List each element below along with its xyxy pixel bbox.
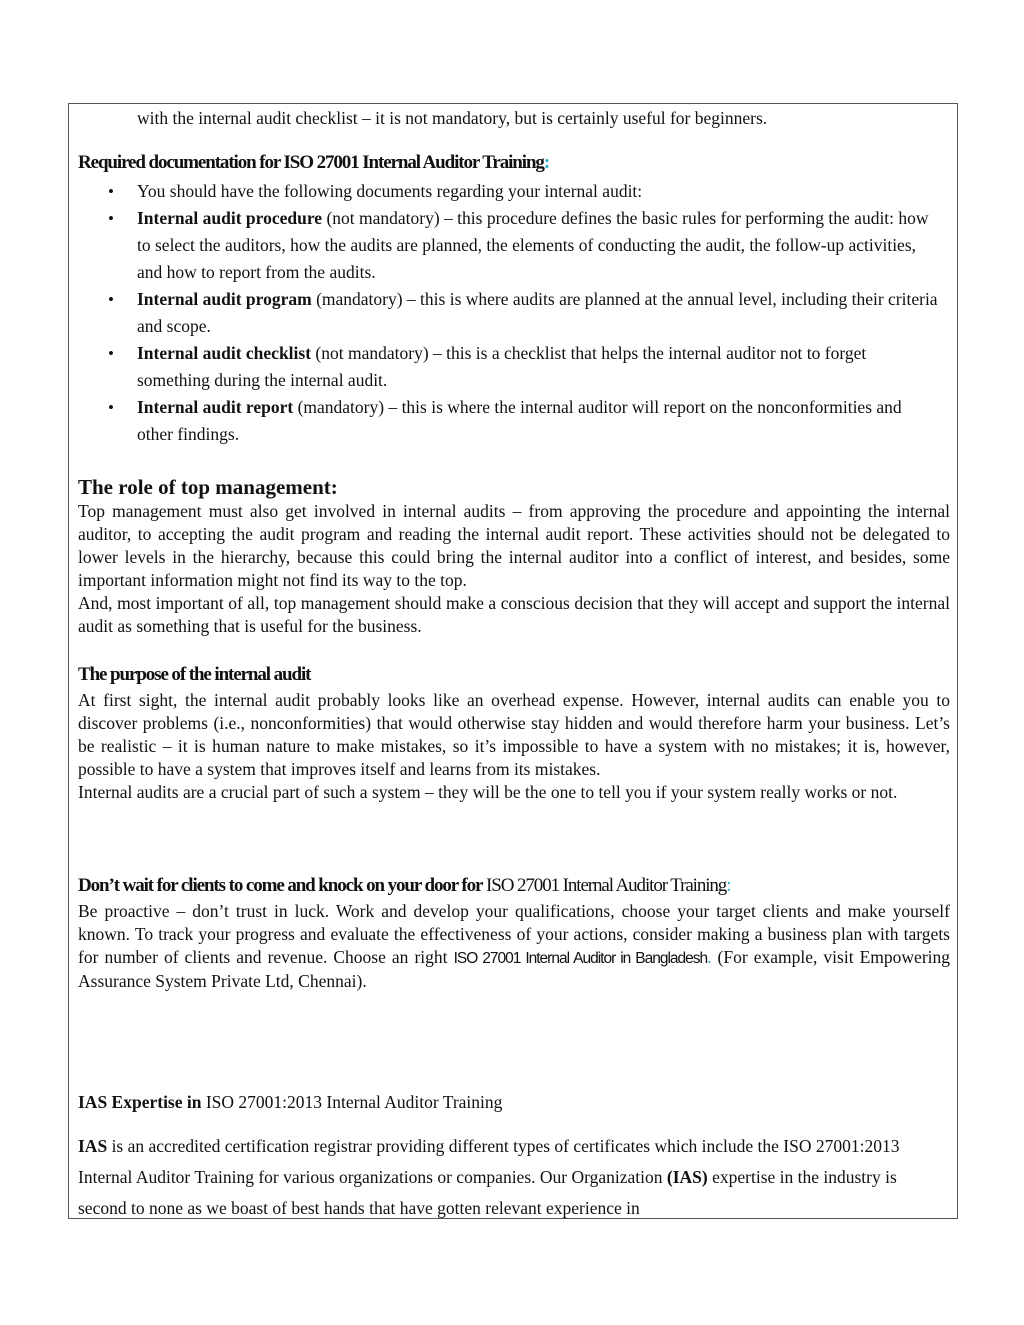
heading-purpose: The purpose of the internal audit <box>78 664 311 685</box>
paragraph: And, most important of all, top management should make a conscious decision that they will accept and support the internal audit as something that is useful for the business. <box>78 593 950 636</box>
list-item: • You should have the following documents regarding your internal audit: <box>78 178 938 205</box>
heading-required-docs: Required documentation for ISO 27001 Internal Auditor Training: <box>78 152 550 173</box>
heading-top-management: The role of top management: <box>78 475 338 499</box>
ias-expertise-title: IAS Expertise in ISO 27001:2013 Internal Auditor Training <box>78 1092 503 1112</box>
top-management-body <box>78 500 950 638</box>
paragraph: Internal audits are a crucial part of such a system – they will be the one to tell you if your system really works or not. <box>78 782 898 802</box>
intro-line: with the internal audit checklist – it is not mandatory, but is certainly useful for beginners. <box>137 108 768 128</box>
list-item: • Internal audit checklist (not mandatory) – this is a checklist that helps the internal auditor not to forget something during the internal audit. <box>78 340 938 394</box>
paragraph: Be proactive – don’t trust in luck. Work and develop your qualifications, choose your target clients and make yourself known. To track your progress and evaluate the effectiveness of your actions, consider making a business plan with targets for number of clients and revenue. Choose an right ISO 27001 Internal Auditor in Bangladesh. (For example, visit Empowering Assurance System Private Ltd, Chennai). <box>78 901 951 991</box>
paragraph: Top management must also get involved in internal audits – from approving the procedure and appointing the internal auditor, to accepting the audit program and reading the internal audit report. These activities should not be delegated to lower levels in the hierarchy, because this could bring the internal auditor into a conflict of interest, and besides, some important information might not find its way to the top. <box>78 501 950 590</box>
list-item: • Internal audit program (mandatory) – this is where audits are planned at the annual level, including their criteria and scope. <box>78 286 938 340</box>
heading-dont-wait: Don’t wait for clients to come and knock on your door for ISO 27001 Internal Auditor Training: <box>78 875 731 896</box>
required-docs-list <box>78 178 938 448</box>
highlight-link-text: ISO 27001 Internal Auditor in Bangladesh <box>453 950 708 967</box>
list-item: • Internal audit procedure (not mandatory) – this procedure defines the basic rules for performing the audit: how to select the auditors, how the audits are planned, the elements of conducting the audit, the follow-up activities, and how to report from the audits. <box>78 205 938 286</box>
dont-wait-body <box>78 900 950 993</box>
ias-body: IAS is an accredited certification registrar providing different types of certificates which include the ISO 27001:2013 Internal Auditor Training for various organizations or companies. Our Organization (IAS) expertise in the industry is second to none as we boast of best hands that have gotten relevant experience in <box>78 1136 900 1218</box>
list-item: • Internal audit report (mandatory) – this is where the internal auditor will report on the nonconformities and other findings. <box>78 394 938 448</box>
purpose-body <box>78 689 950 804</box>
paragraph: At first sight, the internal audit probably looks like an overhead expense. However, internal audits can enable you to discover problems (i.e., nonconformities) that would otherwise stay hidden and would therefore harm your business. Let’s be realistic – it is human nature to make mistakes, so it’s impossible to have a system with no mistakes; it is, however, possible to have a system that improves itself and learns from its mistakes. <box>78 690 950 779</box>
